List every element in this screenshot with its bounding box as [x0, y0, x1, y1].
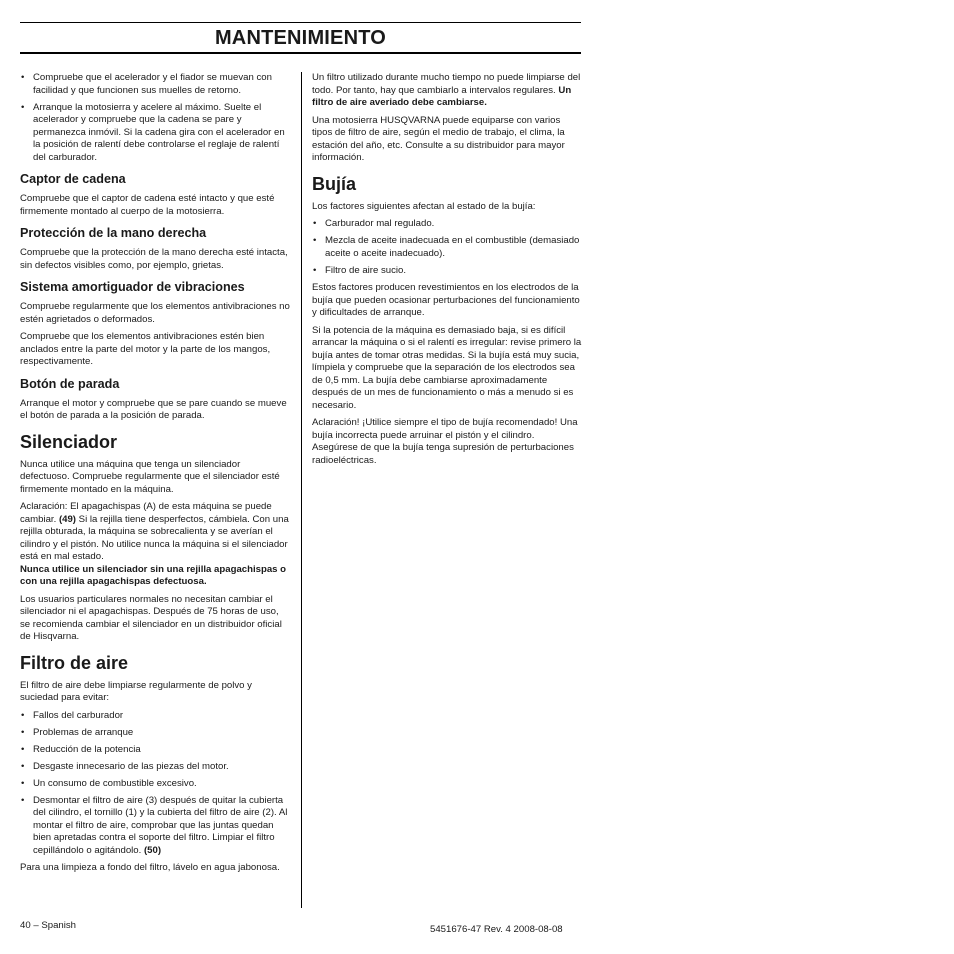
paragraph: Arranque el motor y compruebe que se pare cuando se mueve el botón de parada a la posición de parada.: [20, 397, 287, 421]
paragraph: Si la potencia de la máquina es demasiado baja, si es difícil arrancar la máquina o si el ralentí es irregular: revise primero la bujía antes de tomar otras medidas. Si la bujía está muy sucia, límpiela y compruebe que la separación de los electrodos sea de 0,5 mm. La bujía debe cambiarse aproximadamente después de un mes de funcionamiento o más a menudo si es necesario.: [312, 324, 582, 411]
list-item: • Problemas de arranque: [20, 727, 290, 740]
paragraph: Los usuarios particulares normales no necesitan cambiar el silenciador ni el apagachispas. Después de 75 horas de uso, se recomienda cambiar el silenciador en un distribuidor oficial de Hisqvarna.: [20, 593, 282, 642]
header-rule-bottom: [20, 52, 581, 54]
paragraph: Compruebe que el captor de cadena esté intacto y que esté firmemente montado al cuerpo de la motosierra.: [20, 193, 275, 217]
paragraph: Estos factores producen revestimientos en los electrodos de la bujía que pueden ocasionar perturbaciones del funcionamiento y dificultades de arranque.: [312, 282, 580, 318]
paragraph: Los factores siguientes afectan al estado de la bujía:: [312, 200, 536, 212]
section-heading-captor: Captor de cadena: [20, 172, 126, 186]
right-column: [312, 72, 582, 472]
text-run: Desmontar el filtro de aire (3) después de quitar la cubierta del cilindro, el tornillo (1) y la cubierta del filtro de aire (2). Al montar el filtro de aire, comprobar que las juntas quedan bien apretadas contra el soporte del filtro. Limpiar el filtro cepillándolo o agitándolo.: [33, 794, 288, 856]
list-item: • Compruebe que el acelerador y el fiador se muevan con facilidad y que funcionen sus muelles de retorno.: [20, 72, 290, 97]
filtro-bullet-list: [20, 710, 290, 858]
section-heading-bujia: Bujía: [312, 173, 357, 194]
left-column: [20, 72, 290, 880]
list-item: • Arranque la motosierra y acelere al máximo. Suelte el acelerador y compruebe que la cadena se pare y permanezca inmóvil. Si la cadena gira con el acelerador en la posición de ralentí debe controlarse el reglaje de ralentí del carburador.: [20, 102, 290, 165]
column-divider: [301, 72, 302, 908]
text-run: Un filtro utilizado durante mucho tiempo no puede limpiarse del todo. Por tanto, hay que cambiarlo a intervalos regulares.: [312, 72, 581, 96]
list-item: • Filtro de aire sucio.: [312, 265, 582, 278]
figure-reference: (50): [143, 844, 162, 856]
paragraph: El filtro de aire debe limpiarse regularmente de polvo y suciedad para evitar:: [20, 679, 252, 703]
paragraph: Compruebe que los elementos antivibraciones estén bien anclados entre la parte del motor y la parte de los mangos, respectivamente.: [20, 331, 271, 367]
section-heading-amortiguador: Sistema amortiguador de vibraciones: [20, 280, 245, 294]
list-item: • Carburador mal regulado.: [312, 218, 582, 231]
section-heading-proteccion: Protección de la mano derecha: [20, 226, 207, 240]
document-revision: 5451676-47 Rev. 4 2008-08-08: [430, 924, 563, 935]
text-run: Aclaración: El apagachispas (A) de esta máquina se puede cambiar.: [20, 501, 272, 525]
intro-bullet-list: [20, 72, 290, 164]
paragraph: [20, 501, 290, 589]
section-heading-filtro: Filtro de aire: [20, 652, 129, 673]
page-number: 40 – Spanish: [20, 920, 77, 931]
list-item: • Mezcla de aceite inadecuada en el combustible (demasiado aceite o aceite inadecuado).: [312, 235, 582, 260]
paragraph: Compruebe regularmente que los elementos antivibraciones no estén agrietados o deformados.: [20, 301, 290, 325]
figure-reference: (49): [58, 513, 76, 525]
list-item: • Reducción de la potencia: [20, 744, 290, 757]
section-heading-boton: Botón de parada: [20, 376, 120, 391]
list-item: • Desgaste innecesario de las piezas del motor.: [20, 761, 290, 774]
list-item: • Un consumo de combustible excesivo.: [20, 778, 290, 791]
list-item: [20, 795, 290, 858]
paragraph: Para una limpieza a fondo del filtro, lávelo en agua jabonosa.: [20, 862, 280, 873]
list-item: • Fallos del carburador: [20, 710, 290, 723]
paragraph: Una motosierra HUSQVARNA puede equiparse con varios tipos de filtro de aire, según el medio de trabajo, el clima, la estación del año, etc. Consulte a su distribuidor para mayor información.: [312, 114, 565, 163]
page-title: MANTENIMIENTO: [214, 27, 387, 49]
paragraph: Nunca utilice una máquina que tenga un silenciador defectuoso. Compruebe regularmente que el silenciador esté firmemente montado en la máquina.: [20, 458, 280, 495]
paragraph: Compruebe que la protección de la mano derecha esté intacta, sin defectos visibles como, por ejemplo, grietas.: [20, 247, 288, 271]
warning-text: Un filtro de aire averiado debe cambiarse.: [312, 84, 572, 108]
header-rule-top: [20, 22, 581, 23]
paragraph: Aclaración! ¡Utilice siempre el tipo de bujía recomendado! Una bujía incorrecta puede arruinar el pistón y el cilindro. Asegúrese de que la bujía tenga supresión de perturbaciones radioeléctricas.: [312, 417, 578, 466]
section-heading-silenciador: Silenciador: [20, 431, 118, 452]
warning-text: Nunca utilice un silenciador sin una rejilla apagachispas o con una rejilla apagachispas defectuosa.: [20, 563, 287, 587]
paragraph: [312, 72, 582, 110]
bujia-bullet-list: [312, 218, 582, 277]
text-run: Si la rejilla tiene desperfectos, cámbiela. Con una rejilla obturada, la máquina se sobrecalienta y se averían el cilindro y el pistón. No utilice nunca la máquina si el silenciador está en mal estado.: [20, 513, 289, 562]
